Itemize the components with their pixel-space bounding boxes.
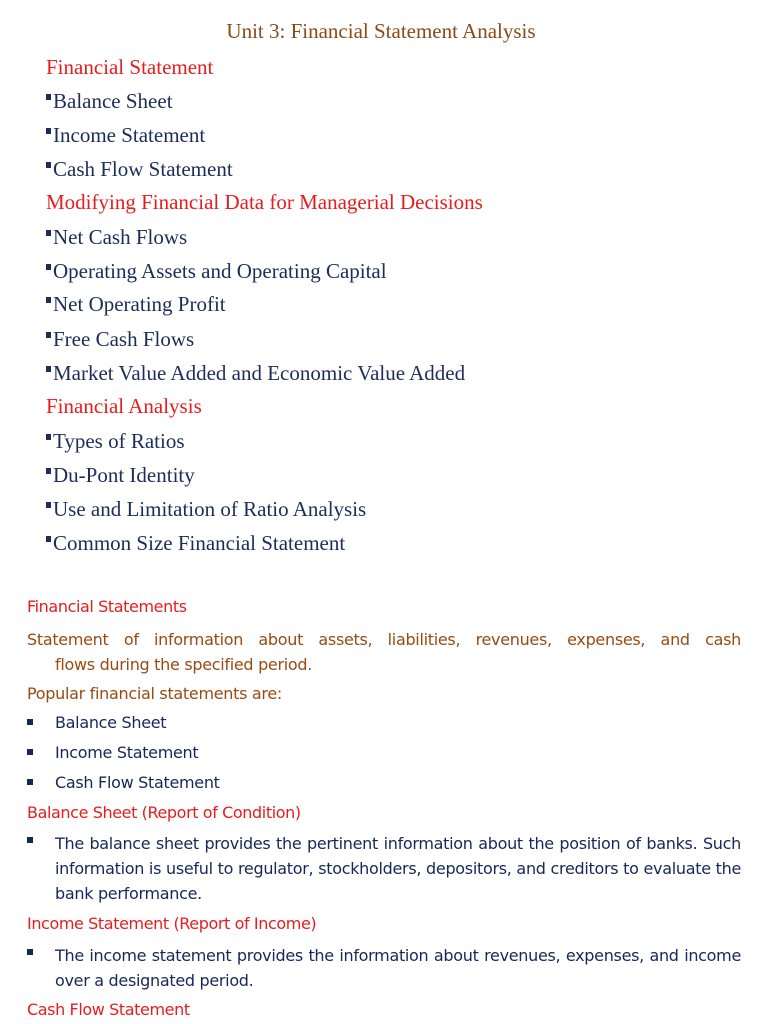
list-item: Income Statement — [27, 743, 198, 762]
square-bullet-icon — [46, 332, 51, 338]
list-item: Net Operating Profit — [46, 292, 226, 317]
list-item: Du-Pont Identity — [46, 463, 195, 488]
square-bullet-icon — [46, 162, 51, 168]
balance-sheet-paragraph: The balance sheet provides the pertinent information about the position of banks. Such information is useful to regulator, stockholders, depositors, and creditors to evaluate the bank performance. — [27, 831, 741, 906]
section-heading-financial-statements: Financial Statements — [27, 597, 187, 616]
section-heading-balance-sheet: Balance Sheet (Report of Condition) — [27, 803, 301, 822]
list-item: Free Cash Flows — [46, 327, 194, 352]
square-bullet-icon — [27, 949, 33, 955]
list-item: Net Cash Flows — [46, 225, 187, 250]
square-bullet-icon — [27, 837, 33, 843]
list-item: Market Value Added and Economic Value Added — [46, 361, 465, 386]
list-item: Cash Flow Statement — [46, 157, 233, 182]
popular-statements-label: Popular financial statements are: — [27, 684, 282, 703]
square-bullet-icon — [27, 749, 33, 755]
section-heading-financial-analysis: Financial Analysis — [46, 394, 202, 418]
list-item: Common Size Financial Statement — [46, 531, 345, 556]
slide-financial-statements — [0, 590, 768, 1024]
income-statement-paragraph: The income statement provides the information about revenues, expenses, and income over a designated period. — [27, 943, 741, 993]
square-bullet-icon — [46, 366, 51, 372]
square-bullet-icon — [46, 94, 51, 100]
list-item: Balance Sheet — [46, 89, 173, 114]
list-item: Use and Limitation of Ratio Analysis — [46, 497, 366, 522]
square-bullet-icon — [46, 468, 51, 474]
section-heading-income-statement: Income Statement (Report of Income) — [27, 914, 317, 933]
list-item: Balance Sheet — [27, 713, 166, 732]
square-bullet-icon — [46, 297, 51, 303]
square-bullet-icon — [46, 536, 51, 542]
square-bullet-icon — [46, 230, 51, 236]
square-bullet-icon — [46, 264, 51, 270]
definition-paragraph: Statement of information about assets, liabilities, revenues, expenses, and cash flows during the specified period. — [27, 630, 741, 674]
list-item: Income Statement — [46, 123, 205, 148]
square-bullet-icon — [46, 128, 51, 134]
square-bullet-icon — [27, 779, 33, 785]
square-bullet-icon — [46, 502, 51, 508]
square-bullet-icon — [46, 434, 51, 440]
list-item: Cash Flow Statement — [27, 773, 220, 792]
square-bullet-icon — [27, 719, 33, 725]
page-title: Unit 3: Financial Statement Analysis — [226, 19, 536, 43]
list-item: Operating Assets and Operating Capital — [46, 259, 387, 284]
list-item: Types of Ratios — [46, 429, 185, 454]
section-heading-cash-flow: Cash Flow Statement — [27, 1000, 190, 1019]
section-heading-modifying-data: Modifying Financial Data for Managerial Decisions — [46, 190, 483, 214]
section-heading-financial-statement: Financial Statement — [46, 55, 214, 79]
